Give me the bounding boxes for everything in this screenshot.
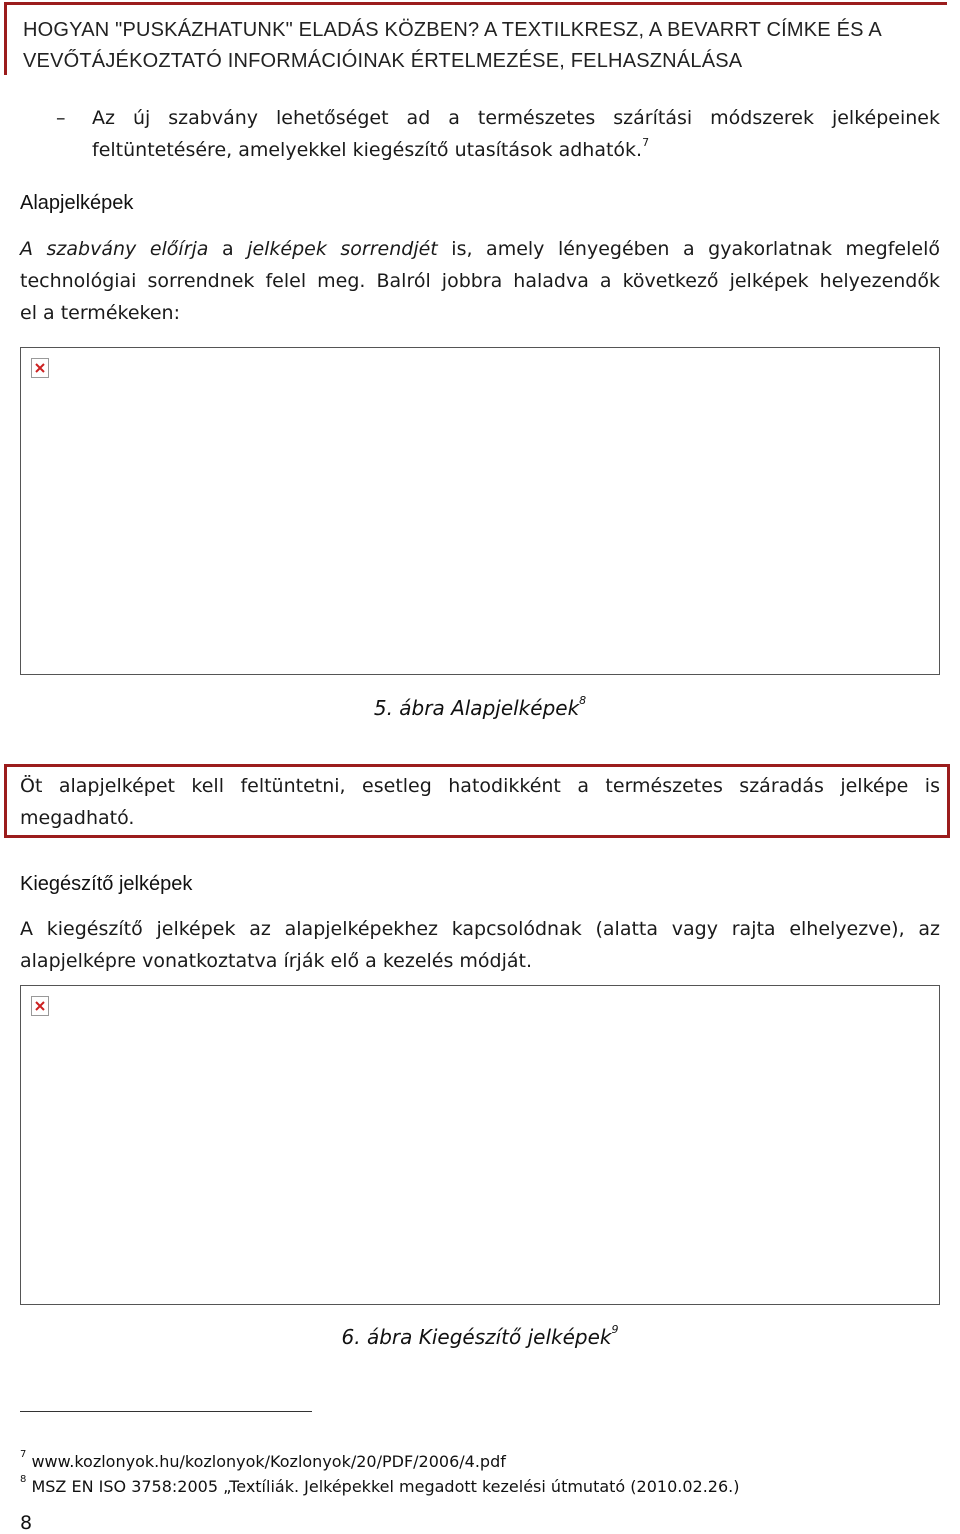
footnote-8 [20,1473,740,1496]
section-heading-kiegeszito: Kiegészítő jelképek [20,873,193,895]
section1-paragraph-line-1 [20,233,940,265]
figure-6-caption-text: 6. ábra Kiegészítő jelképek [341,1325,612,1349]
footnote-separator [20,1411,312,1412]
figure-5-caption-text: 5. ábra Alapjelképek [373,696,580,720]
bullet-dash: – [56,107,66,129]
broken-image-icon [31,996,49,1016]
running-header [4,2,947,75]
section1-paragraph-line-2: technológiai sorrendnek felel meg. Balról jobbra haladva a következő jelképek helyezendők [20,270,940,292]
section-heading-alapjelkepek: Alapjelképek [20,192,134,214]
broken-image-icon [31,358,49,378]
section2-paragraph-line-1: A kiegészítő jelképek az alapjelképekhez kapcsolódnak (alatta vagy rajta elhelyezve), az [20,918,940,940]
header-line-2: VEVŐTÁJÉKOZTATÓ INFORMÁCIÓINAK ÉRTELMEZÉSE, FELHASZNÁLÁSA [23,50,743,72]
bullet-text-2: feltüntetésére, amelyekkel kiegészítő utasítások adhatók. [92,139,643,161]
bullet-text-1: Az új szabvány lehetőséget ad a természetes szárítási módszerek jelképeinek [92,107,940,129]
page-number: 8 [20,1512,33,1534]
figure-6-caption [0,1325,960,1349]
text-run-1: a [208,238,248,260]
section2-paragraph-line-2: alapjelképre vonatkoztatva írják elő a kezelés módját. [20,950,533,972]
bullet-paragraph [20,102,940,134]
italic-phrase-1: A szabvány előírja [20,238,209,260]
figure-5-caption [0,696,960,720]
footnote-ref-7: 7 [642,135,650,149]
section1-paragraph-line-3: el a termékeken: [20,302,180,324]
bullet-line-1 [20,102,940,134]
figure-6-image [20,985,940,1305]
footnote-ref-8: 8 [579,694,587,708]
footnote-text: MSZ EN ISO 3758:2005 „Textíliák. Jelképekkel megadott kezelési útmutató (2010.02.26.) [31,1477,740,1496]
text-run-2: is, amely lényegében a gyakorlatnak megfelelő [437,238,940,260]
footnote-7 [20,1448,506,1471]
callout-line-2: megadható. [20,807,135,829]
figure-5-image [20,347,940,675]
footnote-ref-9: 9 [611,1323,619,1337]
header-title [23,15,923,77]
footnote-text: www.kozlonyok.hu/kozlonyok/Kozlonyok/20/PDF/2006/4.pdf [31,1452,506,1471]
callout-line-1: Öt alapjelképet kell feltüntetni, esetleg hatodikként a természetes száradás jelképe is [20,775,940,797]
header-line-1: HOGYAN "PUSKÁZHATUNK" ELADÁS KÖZBEN? A TEXTILKRESZ, A BEVARRT CÍMKE ÉS A [23,19,882,41]
footnote-number: 8 [20,1473,27,1485]
bullet-line-2 [20,134,940,166]
footnote-number: 7 [20,1448,27,1460]
italic-phrase-2: jelképek sorrendjét [247,238,438,260]
